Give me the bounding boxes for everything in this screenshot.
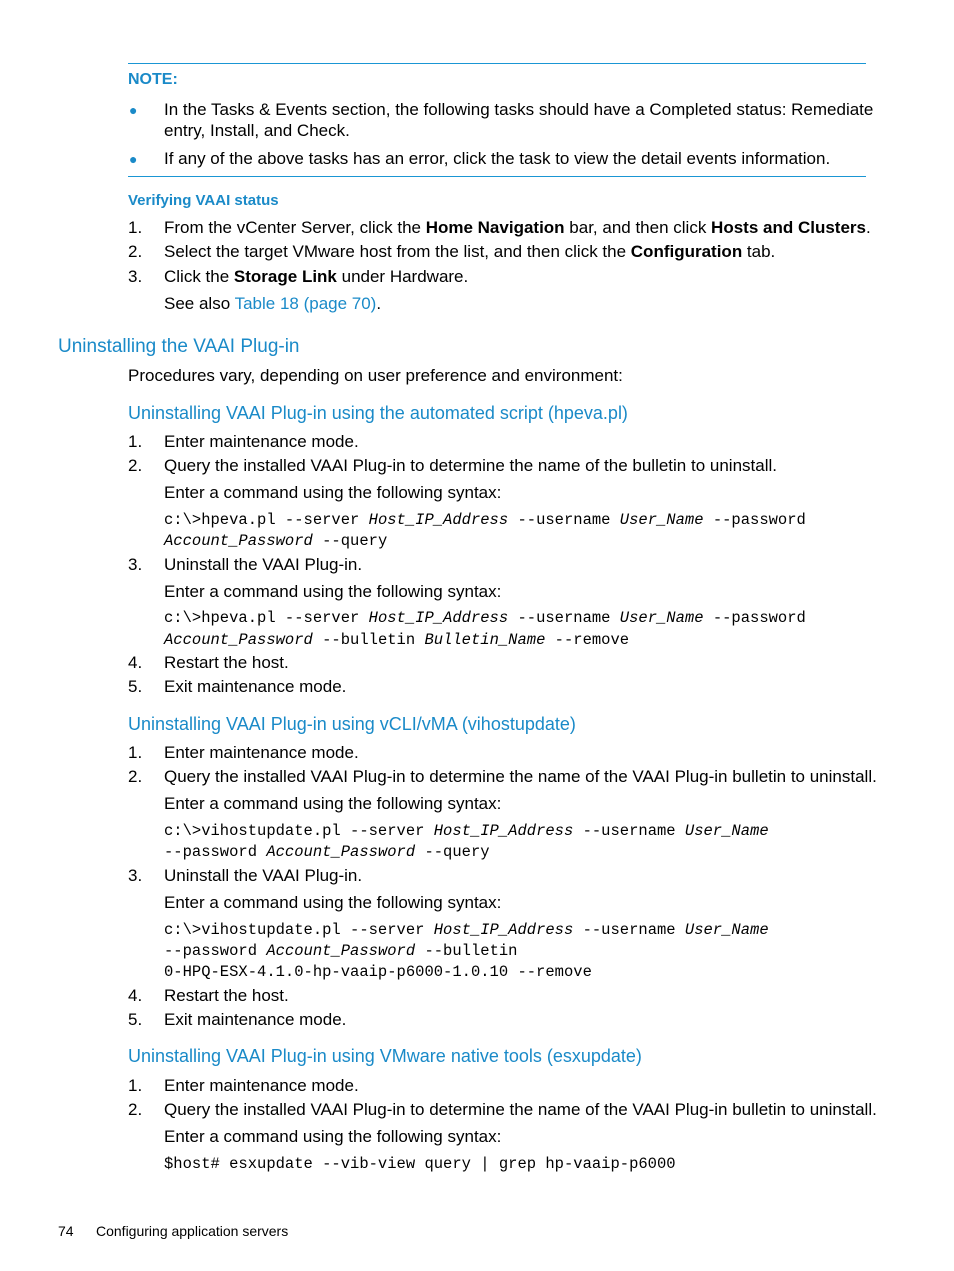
note-bottom-rule xyxy=(128,176,866,177)
cmd-text: --password xyxy=(164,843,267,861)
step-text: bar, and then click xyxy=(564,218,712,237)
cmd-text: c:\>vihostupdate.pl --server xyxy=(164,921,434,939)
step-number: 1. xyxy=(128,218,143,237)
script-section-heading: Uninstalling VAAI Plug-in using the automated script (hpeva.pl) xyxy=(128,403,628,423)
cmd-text: c:\>vihostupdate.pl --server xyxy=(164,822,434,840)
footer-title: Configuring application servers xyxy=(96,1223,289,1239)
cmd-text: --bulletin xyxy=(415,942,518,960)
cmd-param: Account_Password xyxy=(266,843,416,861)
table-18-link[interactable]: Table 18 (page 70) xyxy=(234,294,377,313)
bullet-icon: ● xyxy=(129,102,138,118)
script-step-3: Uninstall the VAAI Plug-in. xyxy=(164,555,363,574)
cmd-text: --username xyxy=(508,511,620,529)
step-number: 1. xyxy=(128,743,143,762)
syntax-intro: Enter a command using the following syntax: xyxy=(164,1127,502,1146)
note-bullet-1-line2: entry, Install, and Check. xyxy=(164,121,350,140)
see-also-text: See also xyxy=(164,294,235,313)
step-number: 3. xyxy=(128,866,143,885)
cmd-param: Bulletin_Name xyxy=(424,631,546,649)
cmd-text: --bulletin xyxy=(312,631,425,649)
step-text: From the vCenter Server, click the xyxy=(164,218,426,237)
step-number: 5. xyxy=(128,1010,143,1029)
ui-term-home-navigation: Home Navigation xyxy=(425,218,565,237)
verify-step-3 xyxy=(164,267,468,287)
native-cmd: $host# esxupdate --vib-view query | grep hp-vaaip-p6000 xyxy=(164,1155,676,1173)
ui-term-storage-link: Storage Link xyxy=(233,267,337,286)
step-number: 2. xyxy=(128,1100,143,1119)
native-section-heading: Uninstalling VAAI Plug-in using VMware native tools (esxupdate) xyxy=(128,1046,642,1066)
page-number: 74 xyxy=(58,1223,74,1239)
verify-heading: Verifying VAAI status xyxy=(128,192,279,209)
uninstall-intro: Procedures vary, depending on user preference and environment: xyxy=(128,366,623,385)
cmd-param: Account_Password xyxy=(164,532,313,550)
step-number: 4. xyxy=(128,986,143,1005)
verify-step-2 xyxy=(164,242,775,262)
cmd-param: Account_Password xyxy=(164,631,313,649)
cmd-text: --username xyxy=(573,921,685,939)
vcli-step-4: Restart the host. xyxy=(164,986,289,1005)
step-number: 1. xyxy=(128,1076,143,1095)
script-cmd-1-line1 xyxy=(164,511,806,529)
cmd-param: Host_IP_Address xyxy=(433,822,574,840)
cmd-text: --query xyxy=(312,532,388,550)
cmd-text: --password xyxy=(164,942,267,960)
step-number: 2. xyxy=(128,242,143,261)
step-number: 5. xyxy=(128,677,143,696)
note-bullet-2: If any of the above tasks has an error, click the task to view the detail events information. xyxy=(164,149,831,168)
step-number: 3. xyxy=(128,267,143,286)
uninstall-heading: Uninstalling the VAAI Plug-in xyxy=(58,336,300,357)
note-top-rule xyxy=(128,63,866,64)
script-cmd-2-line1 xyxy=(164,609,806,627)
cmd-text: --remove xyxy=(545,631,630,649)
vcli-section-heading: Uninstalling VAAI Plug-in using vCLI/vMA (vihostupdate) xyxy=(128,714,576,734)
step-text: . xyxy=(865,218,871,237)
cmd-param: User_Name xyxy=(684,822,769,840)
vcli-step-3: Uninstall the VAAI Plug-in. xyxy=(164,866,363,885)
vcli-cmd-2-line2 xyxy=(164,942,517,960)
note-bullet-1-line1: In the Tasks & Events section, the following tasks should have a Completed status: Remediate xyxy=(164,100,874,119)
cmd-text: --password xyxy=(703,609,806,627)
script-step-2: Query the installed VAAI Plug-in to determine the name of the bulletin to uninstall. xyxy=(164,456,777,475)
step-number: 1. xyxy=(128,432,143,451)
ui-term-configuration: Configuration xyxy=(630,242,743,261)
cmd-param: User_Name xyxy=(619,511,704,529)
step-text: tab. xyxy=(742,242,776,261)
script-cmd-2-line2 xyxy=(164,631,629,649)
step-number: 2. xyxy=(128,456,143,475)
cmd-param: Account_Password xyxy=(266,942,416,960)
cmd-text: --username xyxy=(508,609,620,627)
script-step-1: Enter maintenance mode. xyxy=(164,432,359,451)
bullet-icon: ● xyxy=(129,151,138,167)
syntax-intro: Enter a command using the following syntax: xyxy=(164,794,502,813)
syntax-intro: Enter a command using the following syntax: xyxy=(164,893,502,912)
ui-term-hosts-and-clusters: Hosts and Clusters xyxy=(711,218,866,237)
cmd-text: c:\>hpeva.pl --server xyxy=(164,609,369,627)
verify-step-1 xyxy=(164,218,871,238)
vcli-step-1: Enter maintenance mode. xyxy=(164,743,359,762)
step-text: Click the xyxy=(164,267,234,286)
vcli-cmd-1-line2 xyxy=(164,843,490,861)
vcli-cmd-1-line1 xyxy=(164,822,769,840)
cmd-param: Host_IP_Address xyxy=(368,511,509,529)
cmd-param: Host_IP_Address xyxy=(433,921,574,939)
script-step-5: Exit maintenance mode. xyxy=(164,677,347,696)
note-label: NOTE: xyxy=(128,71,178,88)
see-also xyxy=(164,294,381,314)
cmd-text: --query xyxy=(415,843,490,861)
cmd-param: User_Name xyxy=(684,921,769,939)
native-step-1: Enter maintenance mode. xyxy=(164,1076,359,1095)
see-also-text: . xyxy=(376,294,382,313)
step-number: 3. xyxy=(128,555,143,574)
step-text: Select the target VMware host from the list, and then click the xyxy=(164,242,631,261)
script-step-4: Restart the host. xyxy=(164,653,289,672)
native-step-2: Query the installed VAAI Plug-in to determine the name of the VAAI Plug-in bulletin to uninstall. xyxy=(164,1100,877,1119)
step-text: under Hardware. xyxy=(336,267,469,286)
cmd-text: --password xyxy=(703,511,806,529)
cmd-text: c:\>hpeva.pl --server xyxy=(164,511,369,529)
step-number: 2. xyxy=(128,767,143,786)
syntax-intro: Enter a command using the following syntax: xyxy=(164,483,502,502)
script-cmd-1-line2 xyxy=(164,532,387,550)
vcli-cmd-2-line1 xyxy=(164,921,769,939)
cmd-text: --username xyxy=(573,822,685,840)
vcli-step-2: Query the installed VAAI Plug-in to determine the name of the VAAI Plug-in bulletin to uninstall. xyxy=(164,767,877,786)
vcli-step-5: Exit maintenance mode. xyxy=(164,1010,347,1029)
cmd-param: Host_IP_Address xyxy=(368,609,509,627)
cmd-param: User_Name xyxy=(619,609,704,627)
vcli-cmd-2-line3: 0-HPQ-ESX-4.1.0-hp-vaaip-p6000-1.0.10 --remove xyxy=(164,963,592,981)
step-number: 4. xyxy=(128,653,143,672)
syntax-intro: Enter a command using the following syntax: xyxy=(164,582,502,601)
